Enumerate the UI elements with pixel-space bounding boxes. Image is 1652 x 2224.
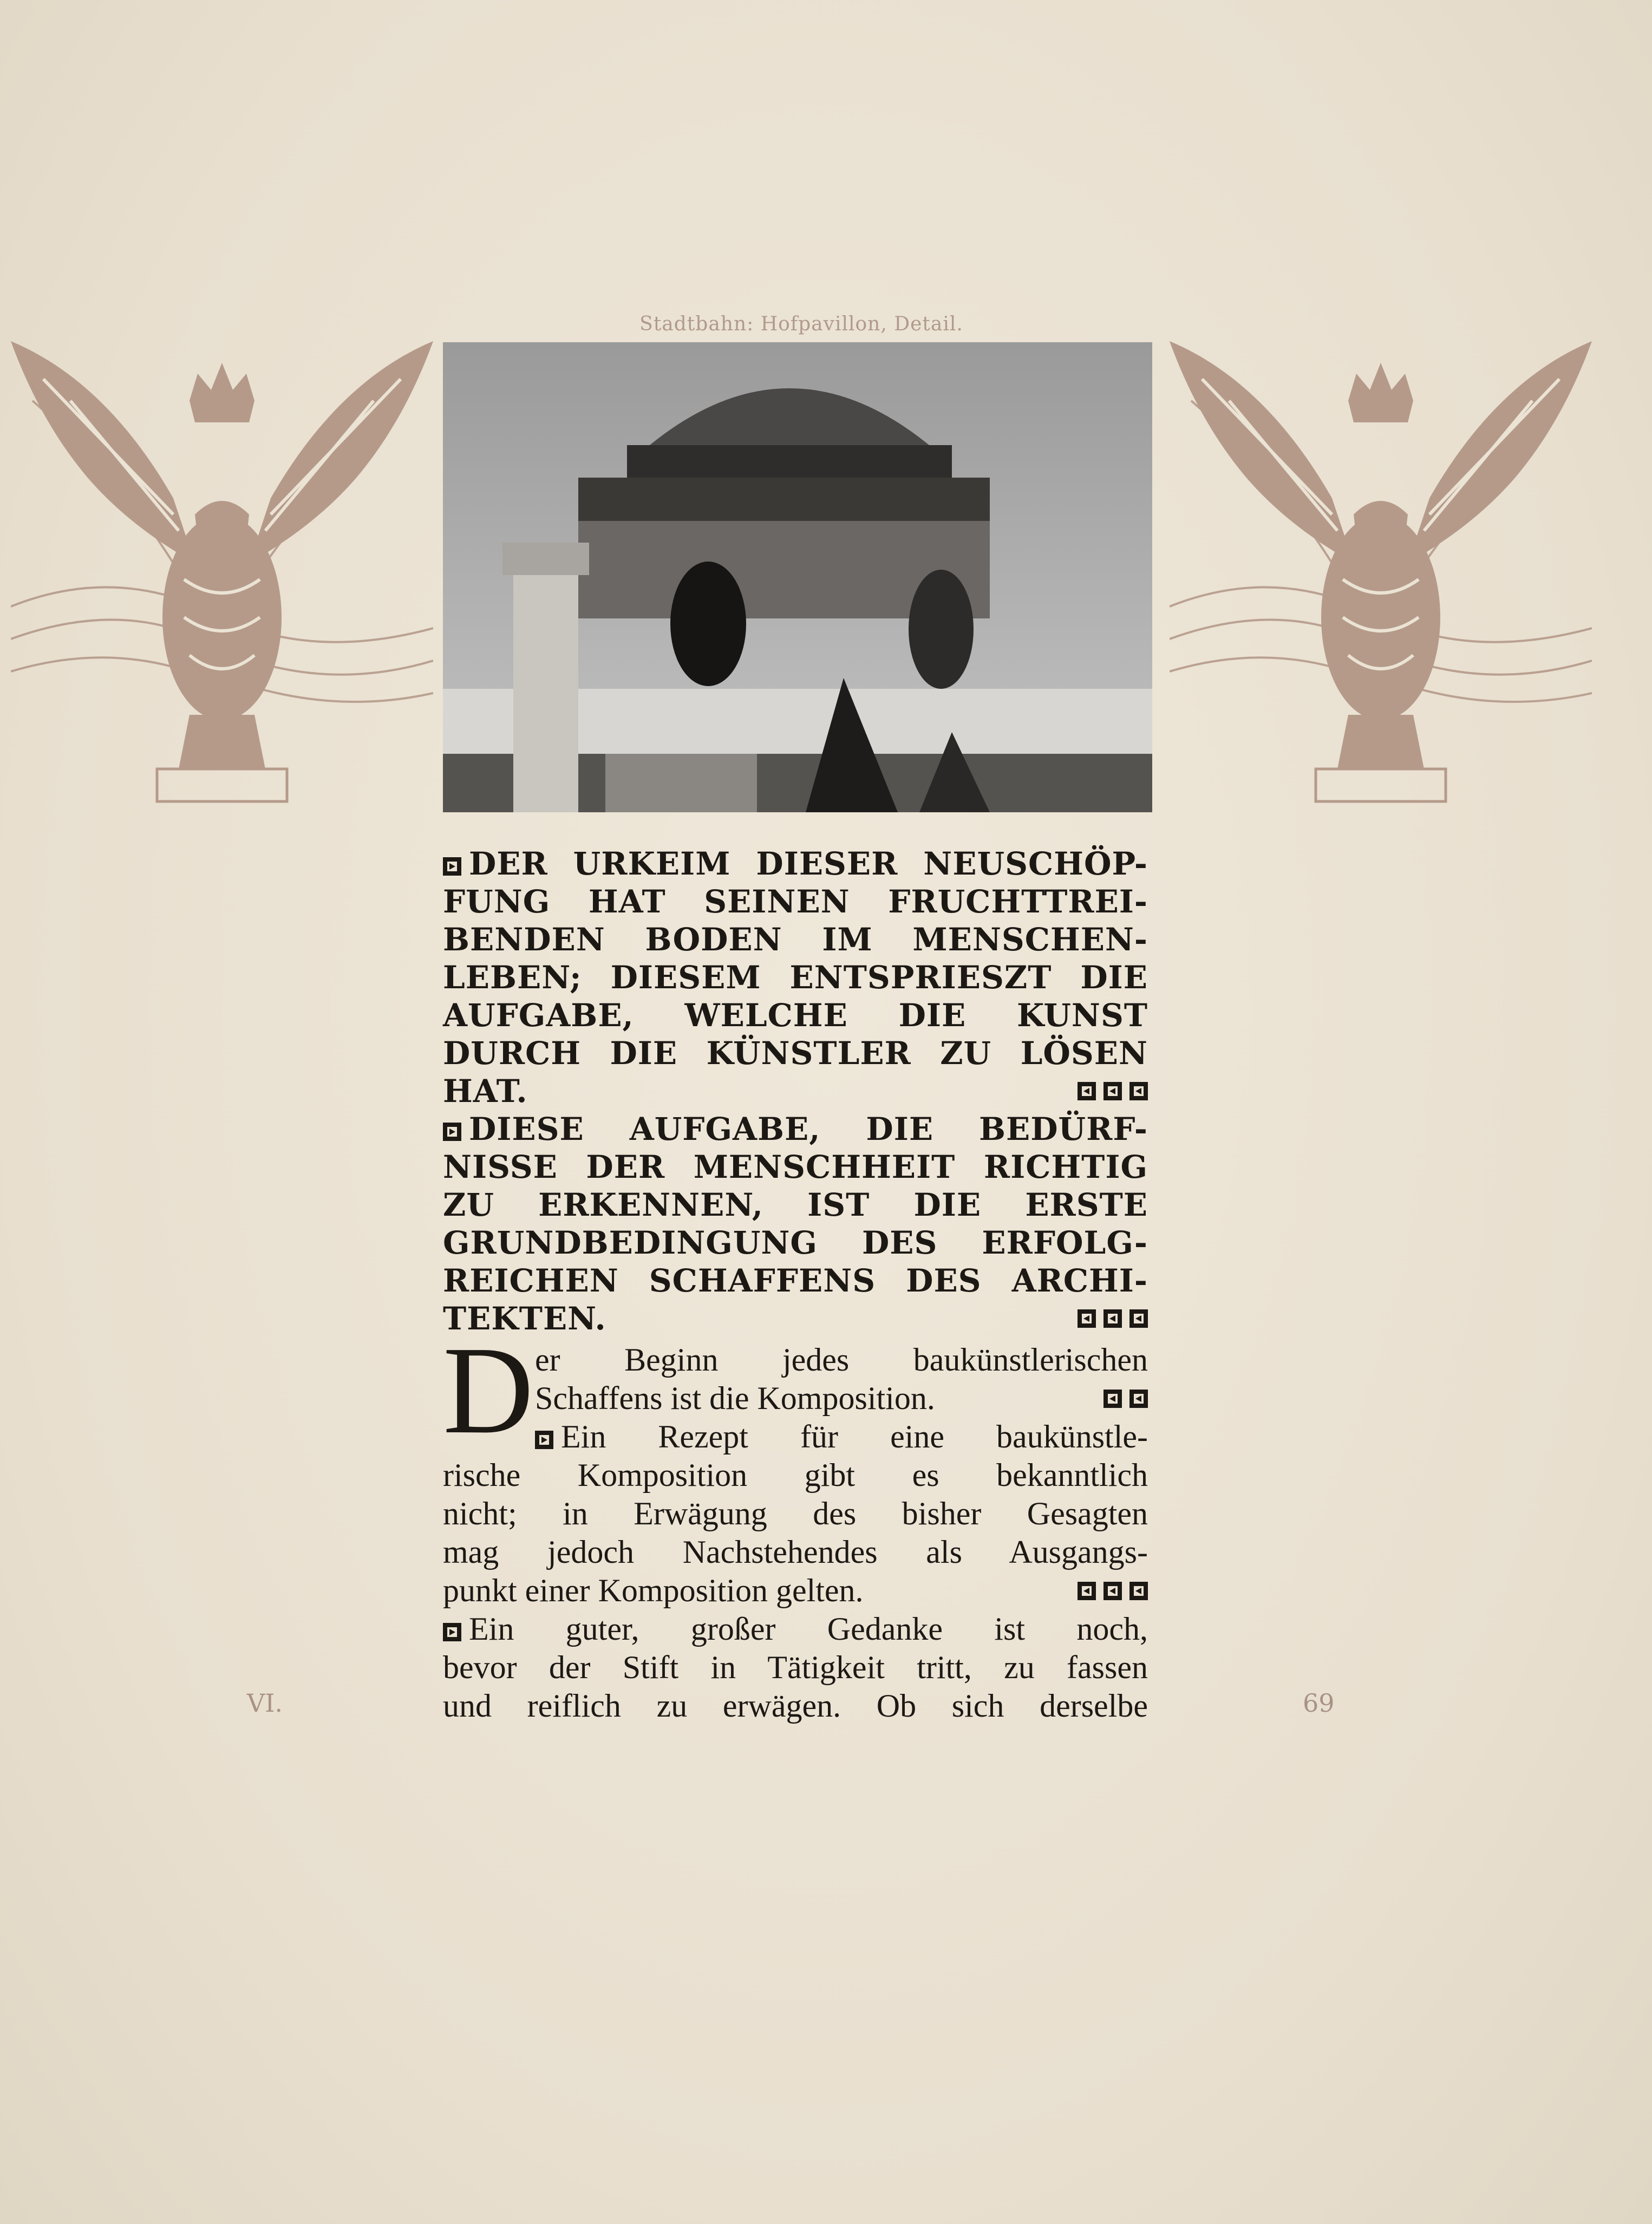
paragraph-end-icon <box>1103 1390 1122 1408</box>
paragraph-4-line: nicht; in Erwägung des bisher Gesagten <box>443 1496 1148 1531</box>
paragraph-4-line: mag jedoch Nachstehendes als Ausgangs- <box>443 1534 1148 1570</box>
paragraph-1-line: FUNG HAT SEINEN FRUCHTTREI- <box>443 883 1148 920</box>
paragraph-end-icon <box>1103 1582 1122 1600</box>
paragraph-1-last-line: HAT. <box>443 1072 1148 1110</box>
paragraph-3 <box>443 1321 1148 1460</box>
paragraph-end-ornament <box>1078 1582 1148 1600</box>
paragraph-end-icon <box>1078 1082 1096 1100</box>
paragraph-1-line: AUFGABE, WELCHE DIE KUNST <box>443 997 1148 1034</box>
paragraph-marker-icon <box>535 1431 553 1449</box>
paragraph-5-line: bevor der Stift in Tätigkeit tritt, zu fassen <box>443 1649 1148 1685</box>
paragraph-end-icon <box>1129 1309 1148 1328</box>
paragraph-end-icon <box>1103 1309 1122 1328</box>
paragraph-marker-icon <box>443 857 461 876</box>
drop-cap: D <box>443 1321 534 1460</box>
paragraph-1-line: BENDEN BODEN IM MENSCHEN- <box>443 921 1148 958</box>
paragraph-4-last-line: punkt einer Komposition gelten. <box>443 1571 1148 1610</box>
paragraph-2-line: DIESE AUFGABE, DIE BEDÜRF- <box>443 1110 1148 1148</box>
paragraph-end-icon <box>1129 1082 1148 1100</box>
signature-mark: VI. <box>247 1688 283 1718</box>
figure-caption: Stadtbahn: Hofpavillon, Detail. <box>639 313 963 335</box>
paragraph-4-line: rische Komposition gibt es bekanntlich <box>443 1457 1148 1493</box>
paragraph-5-line: und reiflich zu erwägen. Ob sich derselbe <box>443 1688 1148 1724</box>
paragraph-end-icon <box>1129 1390 1148 1408</box>
paragraph-marker-icon <box>443 1123 461 1141</box>
paragraph-1-line: DER URKEIM DIESER NEUSCHÖP- <box>443 845 1148 883</box>
paragraph-3-last-line: Schaffens ist die Komposition. <box>443 1379 1148 1418</box>
paragraph-end-icon <box>1129 1582 1148 1600</box>
paragraph-end-ornament <box>1078 1082 1148 1100</box>
dome-detail-photograph <box>443 342 1152 812</box>
paragraph-end-ornament <box>1103 1390 1148 1408</box>
crowned-eagle-icon <box>1170 336 1592 812</box>
paragraph-2-line: ZU ERKENNEN, IST DIE ERSTE <box>443 1186 1148 1223</box>
paragraph-end-icon <box>1078 1309 1096 1328</box>
main-text-column <box>443 845 1148 1725</box>
paragraph-4-line: Ein Rezept für eine baukünstle- <box>443 1418 1148 1456</box>
paragraph-2-line: REICHEN SCHAFFENS DES ARCHI- <box>443 1262 1148 1299</box>
paragraph-5-line: Ein guter, großer Gedanke ist noch, <box>443 1610 1148 1648</box>
paragraph-end-ornament <box>1078 1309 1148 1328</box>
paragraph-3-line: er Beginn jedes baukünstlerischen <box>535 1342 1148 1378</box>
paragraph-2-line: NISSE DER MENSCHHEIT RICHTIG <box>443 1149 1148 1185</box>
paragraph-end-icon <box>1103 1082 1122 1100</box>
paragraph-2-line: GRUNDBEDINGUNG DES ERFOLG- <box>443 1224 1148 1261</box>
paragraph-1-line: DURCH DIE KÜNSTLER ZU LÖSEN <box>443 1035 1148 1072</box>
paragraph-marker-icon <box>443 1623 461 1641</box>
paragraph-2-last-line: TEKTEN. <box>443 1300 1148 1338</box>
paragraph-end-icon <box>1078 1582 1096 1600</box>
page-number: 69 <box>1303 1688 1335 1718</box>
crowned-eagle-icon <box>11 336 433 812</box>
paragraph-1-line: LEBEN; DIESEM ENTSPRIESZT DIE <box>443 959 1148 996</box>
